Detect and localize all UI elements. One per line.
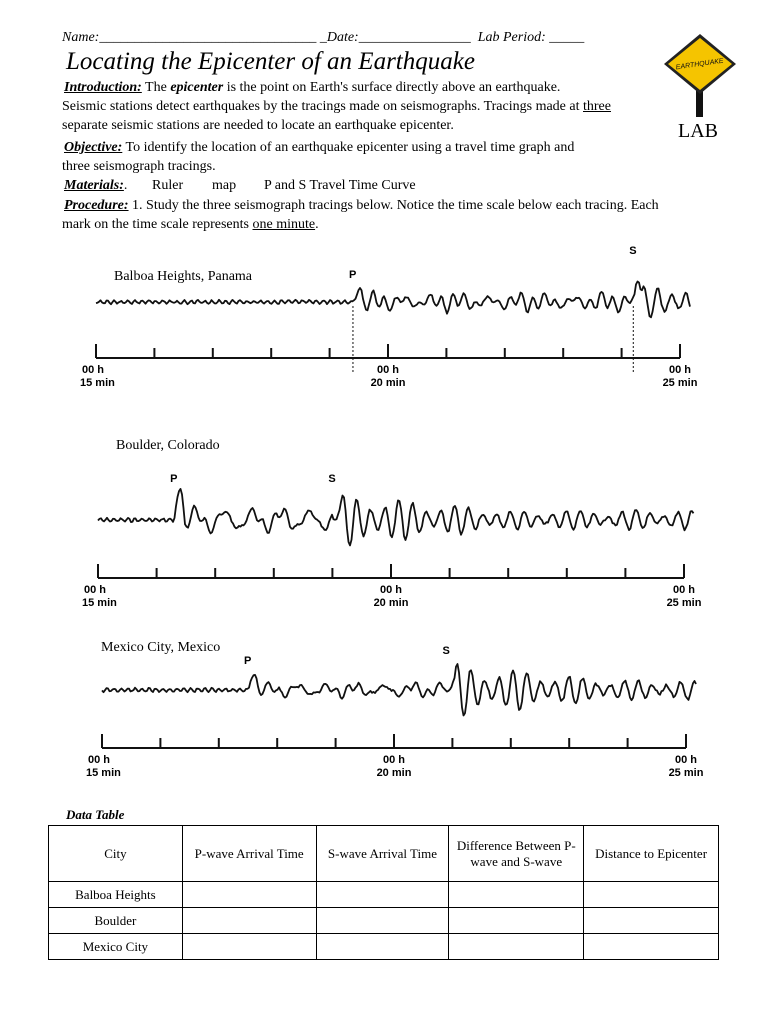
intro-line-1 (64, 80, 560, 96)
materials-label: Materials: (64, 178, 124, 193)
p-wave-cell[interactable] (182, 908, 316, 934)
s-wave-cell[interactable] (316, 882, 449, 908)
tick-label-hour: 00 h (376, 364, 400, 376)
table-row (49, 934, 719, 960)
tick-label-minute: 25 min (668, 767, 704, 779)
tick-label-hour: 00 h (88, 754, 111, 766)
tick-label-hour: 00 h (672, 584, 696, 596)
tick-label-hour: 00 h (668, 364, 692, 376)
station-label-balboa: Balboa Heights, Panama (114, 269, 253, 284)
warning-sign-icon (660, 30, 740, 120)
objective-line-1 (64, 140, 574, 156)
intro-text-b: is the point on Earth's surface directly above an earthquake. (223, 80, 561, 95)
intro-text-a: The (141, 80, 171, 95)
p-wave-marker: P (244, 655, 252, 667)
distance-cell[interactable] (584, 908, 719, 934)
distance-cell[interactable] (584, 934, 719, 960)
tick-label-minute: 25 min (662, 377, 698, 389)
period-field[interactable]: _____ (549, 30, 585, 45)
header-fields (62, 30, 584, 46)
page-title: Locating the Epicenter of an Earthquake (66, 48, 475, 75)
materials-dot: . (123, 178, 128, 193)
seismograph-trace (102, 664, 696, 716)
table-row (49, 882, 719, 908)
sign-text: EARTHQUAKE (675, 57, 725, 72)
name-field[interactable]: _______________________________ (99, 30, 317, 45)
name-label: Name: (62, 30, 100, 45)
p-wave-marker: P (348, 269, 357, 281)
tick-label-hour: 00 h (382, 754, 406, 766)
tick-label-hour: 00 h (674, 754, 698, 766)
s-wave-marker: S (629, 245, 637, 257)
header-difference: Difference Between P-wave and S-wave (449, 826, 584, 882)
row-city: Balboa Heights (49, 882, 183, 908)
lab-label: LAB (678, 120, 718, 142)
difference-cell[interactable] (449, 882, 584, 908)
tick-label-minute: 15 min (80, 377, 115, 389)
tick-label-minute: 20 min (376, 767, 412, 779)
material-map: map (212, 178, 237, 193)
header-s-wave: S-wave Arrival Time (316, 826, 449, 882)
procedure-line-2 (62, 217, 319, 233)
tick-label-hour: 00 h (379, 584, 403, 596)
data-table-caption: Data Table (66, 807, 125, 822)
tick-label-hour: 00 h (84, 584, 107, 596)
tick-label-minute: 15 min (82, 597, 117, 609)
p-wave-cell[interactable] (182, 934, 316, 960)
tick-label-minute: 15 min (86, 767, 121, 779)
intro-label: Introduction: (64, 80, 142, 95)
p-wave-marker: P (170, 473, 178, 485)
objective-text: To identify the location of an earthquake epicenter using a travel time graph and (122, 140, 575, 155)
material-ruler: Ruler (152, 178, 184, 193)
tick-label-minute: 20 min (370, 377, 406, 389)
intro-three: three (583, 99, 611, 114)
table-header-row (49, 826, 719, 882)
s-wave-marker: S (442, 645, 450, 657)
objective-line-2: three seismograph tracings. (62, 159, 216, 174)
data-table (48, 825, 719, 960)
seismograph-boulder (60, 452, 720, 612)
date-field[interactable]: ________________ (358, 30, 471, 45)
s-wave-cell[interactable] (316, 934, 449, 960)
intro-line-3: separate seismic stations are needed to locate an earthquake epicenter. (62, 118, 454, 133)
objective-label: Objective: (64, 140, 123, 155)
p-wave-cell[interactable] (182, 882, 316, 908)
epicenter-term: epicenter (170, 80, 224, 95)
tick-label-hour: 00 h (82, 364, 105, 376)
table-row (49, 908, 719, 934)
row-city: Mexico City (49, 934, 183, 960)
tick-label-minute: 20 min (373, 597, 409, 609)
difference-cell[interactable] (449, 908, 584, 934)
intro-text-c: Seismic stations detect earthquakes by the tracings made on seismographs. Tracings made at (62, 99, 583, 114)
material-curve: P and S Travel Time Curve (264, 178, 416, 193)
s-wave-cell[interactable] (316, 908, 449, 934)
header-city: City (49, 826, 183, 882)
seismograph-mexico (60, 618, 720, 783)
station-label-mexico: Mexico City, Mexico (101, 640, 221, 655)
header-p-wave: P-wave Arrival Time (182, 826, 316, 882)
procedure-line-1 (64, 198, 659, 214)
date-label: _Date: (316, 30, 359, 45)
seismograph-trace (98, 489, 694, 546)
station-label-boulder: Boulder, Colorado (116, 438, 220, 453)
tick-label-minute: 25 min (666, 597, 702, 609)
procedure-text: 1. Study the three seismograph tracings below. Notice the time scale below each tracing. Each (128, 198, 659, 213)
procedure-one-minute: one minute (252, 217, 316, 232)
difference-cell[interactable] (449, 934, 584, 960)
seismograph-balboa (60, 240, 720, 405)
s-wave-marker: S (328, 473, 336, 485)
materials-line (64, 178, 127, 194)
row-city: Boulder (49, 908, 183, 934)
seismograph-trace (96, 282, 690, 318)
distance-cell[interactable] (584, 882, 719, 908)
procedure-label: Procedure: (64, 198, 129, 213)
earthquake-lab-badge (660, 30, 740, 150)
intro-line-2 (62, 99, 611, 115)
header-distance: Distance to Epicenter (584, 826, 719, 882)
procedure-text-b: mark on the time scale represents (62, 217, 253, 232)
period-label: Lab Period: (477, 30, 546, 45)
procedure-period: . (315, 217, 319, 232)
